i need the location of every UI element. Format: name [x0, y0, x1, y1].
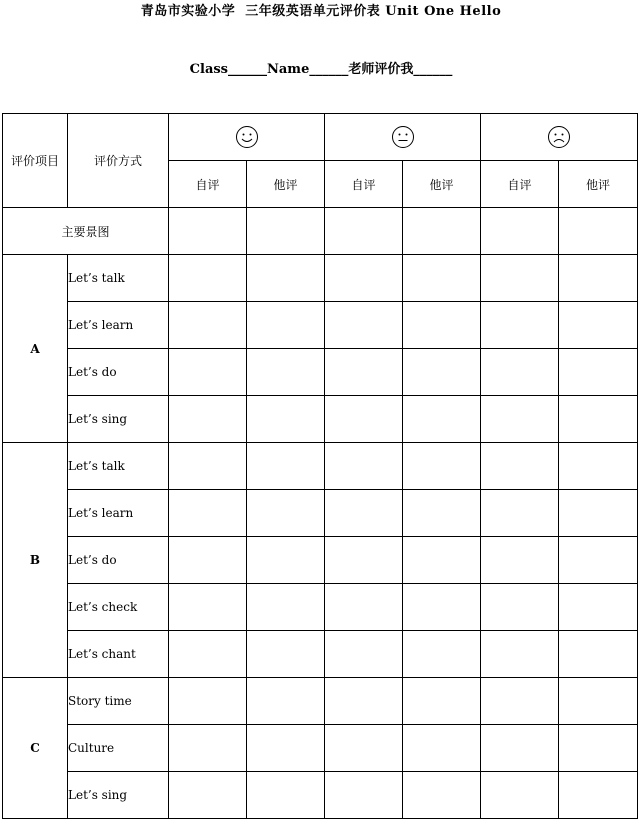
rating-cell[interactable]: [325, 490, 403, 537]
rating-cell[interactable]: [325, 725, 403, 772]
rating-cell[interactable]: [169, 443, 247, 490]
rating-cell[interactable]: [403, 443, 481, 490]
rating-cell[interactable]: [403, 208, 481, 255]
document-subtitle: Class______Name______老师评价我______: [189, 62, 453, 77]
table-row: [3, 396, 638, 443]
rating-cell[interactable]: [481, 302, 559, 349]
rating-cell[interactable]: [247, 208, 325, 255]
rating-cell[interactable]: [169, 255, 247, 302]
rating-cell[interactable]: [481, 678, 559, 725]
rating-cell[interactable]: [325, 631, 403, 678]
rating-cell[interactable]: [559, 349, 638, 396]
rating-cell[interactable]: [403, 772, 481, 819]
rating-cell[interactable]: [481, 490, 559, 537]
activity-label: Let’s sing: [68, 772, 169, 819]
activity-label: Let’s talk: [68, 443, 169, 490]
rating-cell[interactable]: [559, 443, 638, 490]
main-row-label: 主要景图: [3, 208, 169, 255]
rating-cell[interactable]: [325, 678, 403, 725]
rating-cell[interactable]: [169, 208, 247, 255]
table-row: [3, 443, 638, 490]
rating-cell[interactable]: [481, 208, 559, 255]
header-self-cell: 自评: [325, 161, 403, 208]
rating-cell[interactable]: [325, 208, 403, 255]
activity-label: Let’s sing: [68, 396, 169, 443]
rating-cell[interactable]: [481, 631, 559, 678]
section-label: B: [3, 443, 68, 678]
rating-cell[interactable]: [481, 255, 559, 302]
frown-face-icon: [547, 125, 571, 149]
rating-cell[interactable]: [325, 255, 403, 302]
activity-label: Let’s do: [68, 349, 169, 396]
document-title: 青岛市实验小学 三年级英语单元评价表 Unit One Hello: [140, 4, 502, 19]
rating-cell[interactable]: [325, 302, 403, 349]
rating-cell[interactable]: [325, 396, 403, 443]
main-row: [3, 208, 638, 255]
activity-label: Let’s check: [68, 584, 169, 631]
rating-cell[interactable]: [559, 302, 638, 349]
header-smile-cell: [169, 114, 325, 161]
rating-cell[interactable]: [247, 678, 325, 725]
table-row: [3, 678, 638, 725]
rating-cell[interactable]: [403, 631, 481, 678]
rating-cell[interactable]: [403, 725, 481, 772]
table-row: [3, 537, 638, 584]
header-self-cell: 自评: [481, 161, 559, 208]
rating-cell[interactable]: [247, 349, 325, 396]
rating-cell[interactable]: [559, 678, 638, 725]
rating-cell[interactable]: [169, 302, 247, 349]
rating-cell[interactable]: [247, 302, 325, 349]
header-other-cell: 他评: [403, 161, 481, 208]
rating-cell[interactable]: [403, 255, 481, 302]
rating-cell[interactable]: [403, 537, 481, 584]
rating-cell[interactable]: [169, 772, 247, 819]
rating-cell[interactable]: [247, 537, 325, 584]
rating-cell[interactable]: [403, 302, 481, 349]
section-label: C: [3, 678, 68, 819]
rating-cell[interactable]: [481, 537, 559, 584]
rating-cell[interactable]: [559, 396, 638, 443]
rating-cell[interactable]: [559, 255, 638, 302]
rating-cell[interactable]: [403, 349, 481, 396]
rating-cell[interactable]: [247, 490, 325, 537]
activity-label: Let’s talk: [68, 255, 169, 302]
rating-cell[interactable]: [559, 772, 638, 819]
rating-cell[interactable]: [559, 584, 638, 631]
header-neutral-cell: [325, 114, 481, 161]
rating-cell[interactable]: [247, 772, 325, 819]
rating-cell[interactable]: [325, 772, 403, 819]
header-other-cell: 他评: [559, 161, 638, 208]
rating-cell[interactable]: [481, 443, 559, 490]
rating-cell[interactable]: [403, 678, 481, 725]
rating-cell[interactable]: [481, 584, 559, 631]
rating-cell[interactable]: [325, 537, 403, 584]
table-row: [3, 584, 638, 631]
rating-cell[interactable]: [403, 584, 481, 631]
rating-cell[interactable]: [481, 772, 559, 819]
rating-cell[interactable]: [169, 725, 247, 772]
header-self-cell: 自评: [169, 161, 247, 208]
activity-label: Culture: [68, 725, 169, 772]
header-item-cell: 评价项目: [3, 114, 68, 208]
activity-label: Let’s chant: [68, 631, 169, 678]
header-method-cell: 评价方式: [68, 114, 169, 208]
rating-cell[interactable]: [247, 631, 325, 678]
rating-cell[interactable]: [169, 584, 247, 631]
table-row: [3, 255, 638, 302]
rating-cell[interactable]: [247, 584, 325, 631]
rating-cell[interactable]: [169, 631, 247, 678]
rating-cell[interactable]: [403, 396, 481, 443]
rating-cell[interactable]: [559, 631, 638, 678]
table-row: [3, 725, 638, 772]
table-row: [3, 349, 638, 396]
rating-cell[interactable]: [481, 725, 559, 772]
table-row: [3, 772, 638, 819]
rating-cell[interactable]: [481, 349, 559, 396]
rating-cell[interactable]: [559, 725, 638, 772]
table-row: [3, 302, 638, 349]
rating-cell[interactable]: [325, 349, 403, 396]
header-other-cell: 他评: [247, 161, 325, 208]
rating-cell[interactable]: [169, 537, 247, 584]
table-row: [3, 490, 638, 537]
rating-cell[interactable]: [169, 349, 247, 396]
activity-label: Let’s do: [68, 537, 169, 584]
section-label: A: [3, 255, 68, 443]
rating-cell[interactable]: [169, 490, 247, 537]
rating-cell[interactable]: [559, 490, 638, 537]
rating-cell[interactable]: [481, 396, 559, 443]
smile-face-icon: [235, 125, 259, 149]
activity-label: Let’s learn: [68, 490, 169, 537]
activity-label: Let’s learn: [68, 302, 169, 349]
evaluation-table: [2, 113, 638, 819]
rating-cell[interactable]: [247, 396, 325, 443]
activity-label: Story time: [68, 678, 169, 725]
table-row: [3, 631, 638, 678]
rating-cell[interactable]: [325, 443, 403, 490]
neutral-face-icon: [391, 125, 415, 149]
header-frown-cell: [481, 114, 638, 161]
rating-cell[interactable]: [403, 490, 481, 537]
rating-cell[interactable]: [325, 584, 403, 631]
rating-cell[interactable]: [169, 396, 247, 443]
rating-cell[interactable]: [247, 255, 325, 302]
rating-cell[interactable]: [169, 678, 247, 725]
rating-cell[interactable]: [559, 208, 638, 255]
rating-cell[interactable]: [559, 537, 638, 584]
rating-cell[interactable]: [247, 443, 325, 490]
rating-cell[interactable]: [247, 725, 325, 772]
